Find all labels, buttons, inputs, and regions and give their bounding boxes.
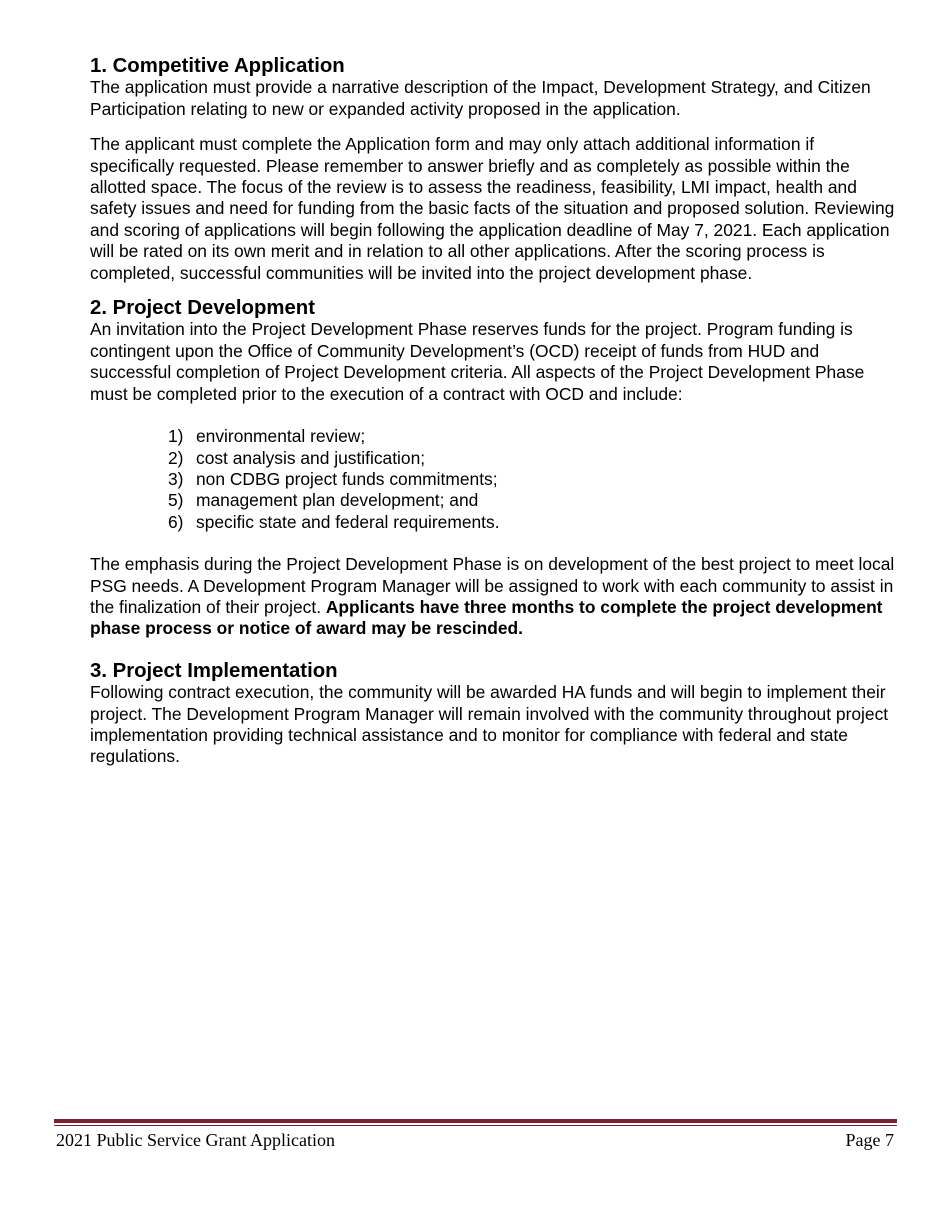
list-item	[168, 448, 902, 469]
development-deadline-warning: Applicants have three months to complete the project development phase process or notice of award may be rescinded.	[90, 596, 883, 639]
development-requirements-list	[90, 426, 902, 533]
list-item-number: 2)	[168, 447, 184, 468]
list-item-text: non CDBG project funds commitments;	[196, 468, 498, 489]
footer-divider-thin	[54, 1125, 897, 1126]
implementation-paragraph-1: Following contract execution, the community will be awarded HA funds and will begin to implement their project. The Development Program Manager will remain involved with the community throughout project implementation providing technical assistance and to monitor for compliance with federal and state regulations.	[90, 682, 889, 767]
list-item	[168, 426, 902, 447]
list-item-text: environmental review;	[196, 426, 366, 447]
document-body	[90, 56, 902, 768]
competitive-paragraph-1: The application must provide a narrative description of the Impact, Development Strategy, and Citizen Participation relating to new or expanded activity proposed in the application.	[90, 77, 871, 119]
list-item-number: 1)	[168, 426, 184, 447]
development-paragraph-2-text: The emphasis during the Project Development Phase is on development of the best project to meet local PSG needs. A Development Program Manager will be assigned to work with each community to assist in the finalization of their project.	[90, 554, 895, 617]
list-item-text: specific state and federal requirements.	[196, 511, 500, 532]
development-paragraph-2	[90, 554, 902, 640]
list-item-number: 5)	[168, 490, 184, 511]
list-item	[168, 469, 902, 490]
list-item-number: 6)	[168, 511, 184, 532]
section-title-project-implementation: 3. Project Implementation	[90, 659, 338, 682]
footer-document-title: 2021 Public Service Grant Application	[56, 1130, 335, 1150]
list-item-text: management plan development; and	[196, 490, 479, 511]
list-item-text: cost analysis and justification;	[196, 447, 426, 468]
section-title-competitive-application: 1. Competitive Application	[90, 55, 345, 77]
footer-page-number: Page 7	[845, 1130, 894, 1150]
list-item	[168, 490, 902, 511]
list-item-number: 3)	[168, 468, 184, 489]
competitive-paragraph-2: The applicant must complete the Application form and may only attach additional information if specifically requested. Please remember to answer briefly and as completely as possible within the allotted space. The focus of the review is to assess the readiness, feasibility, LMI impact, health and safety issues and need for funding from the basic facts of the situation and proposed solution. Reviewing and scoring of applications will begin following the application deadline of May 7, 2021. Each application will be rated on its own merit and in relation to all other applications. After the scoring process is completed, successful communities will be invited into the project development phase.	[90, 134, 895, 283]
section-title-project-development: 2. Project Development	[90, 297, 315, 320]
development-paragraph-1: An invitation into the Project Development Phase reserves funds for the project. Program funding is contingent upon the Office of Community Development’s (OCD) receipt of funds from HUD and successful completion of Project Development criteria. All aspects of the Project Development Phase must be completed prior to the execution of a contract with OCD and include:	[90, 319, 865, 404]
footer-divider-thick	[54, 1119, 897, 1123]
list-item	[168, 512, 902, 533]
